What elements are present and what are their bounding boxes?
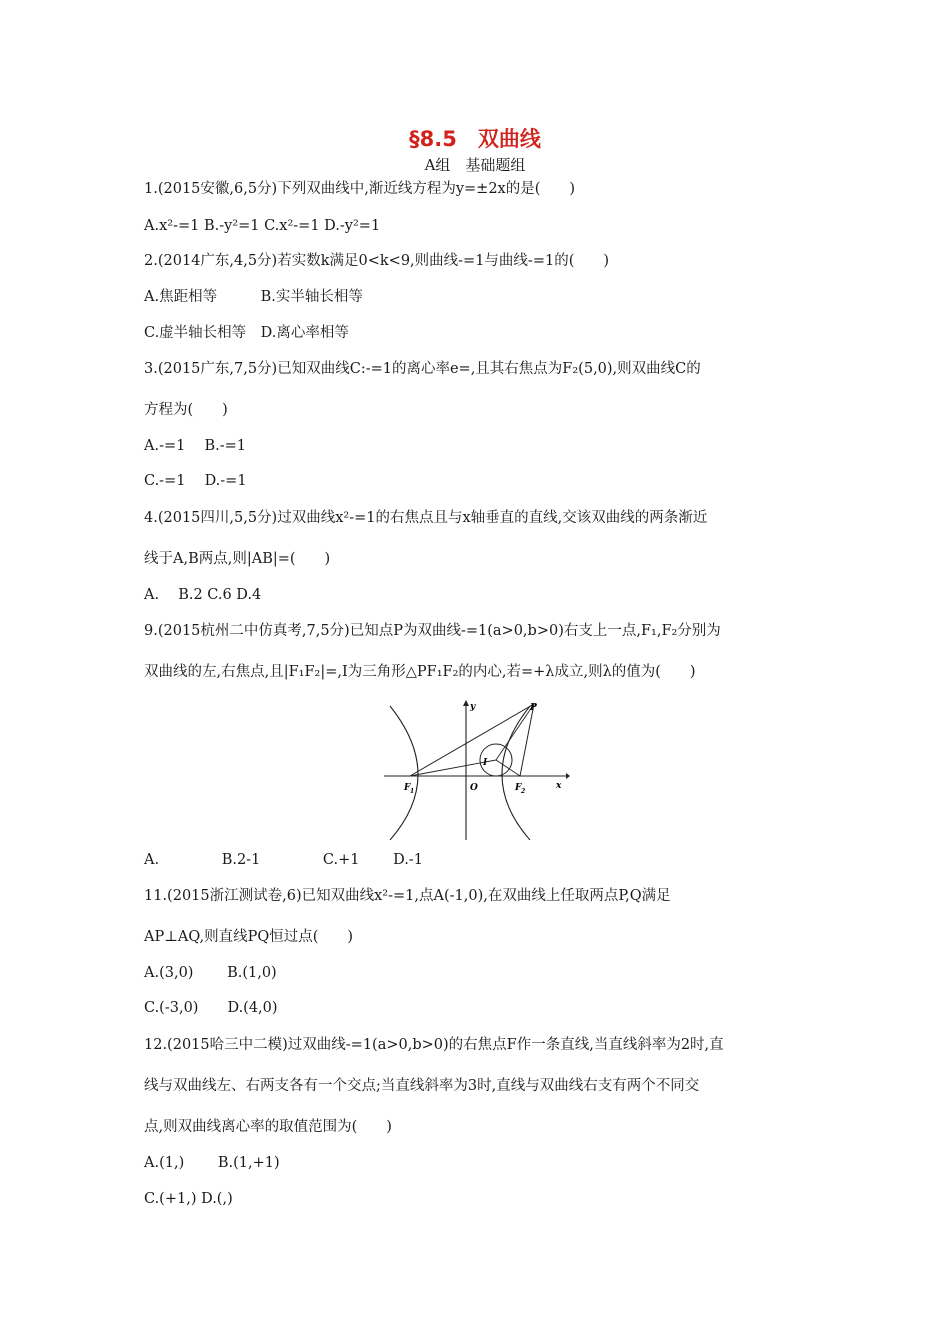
q2-options-ab: A.焦距相等 B.实半轴长相等 [144, 289, 363, 305]
focus-f2-label: F [515, 783, 522, 793]
q12-stem-3: 点,则双曲线离心率的取值范围为( ) [144, 1119, 392, 1135]
focus-f1-label: F [404, 783, 411, 793]
incenter-label: I [483, 758, 488, 768]
q2-stem: 2.(2014广东,4,5分)若实数k满足0<k<9,则曲线-=1与曲线-=1的( ) [144, 253, 610, 269]
q1-options: A.x²-=1 B.-y²=1 C.x²-=1 D.-y²=1 [144, 218, 381, 234]
q2-options-cd: C.虚半轴长相等 D.离心率相等 [144, 325, 349, 341]
q3-stem-1: 3.(2015广东,7,5分)已知双曲线C:-=1的离心率e=,且其右焦点为F₂(5,0),则双曲线C的 [144, 361, 701, 377]
q3-options-cd: C.-=1 D.-=1 [144, 473, 247, 489]
hyperbola-figure [384, 700, 570, 840]
q12-options-ab: A.(1,) B.(1,+1) [144, 1155, 280, 1171]
y-axis-label: y [470, 702, 476, 712]
q11-stem-2: AP⊥AQ,则直线PQ恒过点( ) [144, 929, 354, 945]
focus-f2-subscript: 2 [521, 788, 526, 795]
q11-options-ab: A.(3,0) B.(1,0) [144, 965, 277, 981]
q4-stem-2: 线于A,B两点,则|AB|=( ) [144, 551, 331, 567]
page-title: §8.5 双曲线 [409, 127, 541, 151]
q9-stem-1: 9.(2015杭州二中仿真考,7,5分)已知点P为双曲线-=1(a>0,b>0)右支上一点,F₁,F₂分别为 [144, 623, 721, 639]
focus-f1-subscript: 1 [410, 788, 415, 795]
q12-options-cd: C.(+1,) D.(,) [144, 1191, 233, 1207]
section-subtitle: A组 基础题组 [424, 156, 526, 174]
origin-label: O [470, 783, 478, 793]
q11-stem-1: 11.(2015浙江测试卷,6)已知双曲线x²-=1,点A(-1,0),在双曲线上任取两点P,Q满足 [144, 888, 671, 904]
q9-stem-2: 双曲线的左,右焦点,且|F₁F₂|=,I为三角形△PF₁F₂的内心,若=+λ成立,则λ的值为( ) [144, 664, 696, 680]
x-axis-label: x [556, 781, 562, 791]
q4-options: A. B.2 C.6 D.4 [144, 587, 262, 603]
q3-stem-2: 方程为( ) [144, 402, 228, 418]
q4-stem-1: 4.(2015四川,5,5分)过双曲线x²-=1的右焦点且与x轴垂直的直线,交该双曲线的两条渐近 [144, 510, 708, 526]
q1-stem: 1.(2015安徽,6,5分)下列双曲线中,渐近线方程为y=±2x的是( ) [144, 181, 576, 197]
q11-options-cd: C.(-3,0) D.(4,0) [144, 1000, 278, 1016]
point-p-label: P [530, 703, 537, 713]
q12-stem-2: 线与双曲线左、右两支各有一个交点;当直线斜率为3时,直线与双曲线右支有两个不同交 [144, 1078, 700, 1094]
q12-stem-1: 12.(2015哈三中二模)过双曲线-=1(a>0,b>0)的右焦点F作一条直线,当直线斜率为2时,直 [144, 1037, 724, 1053]
q3-options-ab: A.-=1 B.-=1 [144, 438, 247, 454]
q9-options: A. B.2-1 C.+1 D.-1 [144, 852, 423, 868]
